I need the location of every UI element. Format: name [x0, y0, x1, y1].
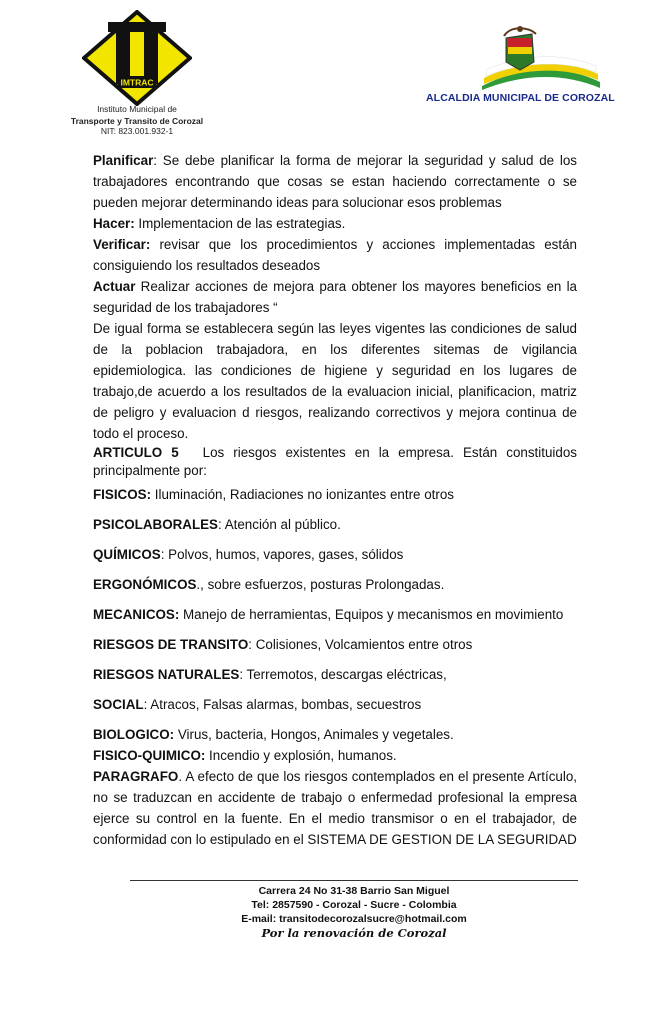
paragrafo-paragraph: PARAGRAFO. A efecto de que los riesgos contemplados en el presente Artículo, no se traduzcan en accidente de trabajo o enfermedad profesional la empresa ejerce su control en la fuente. En el medio transmisor o en el trabajador, de conformidad con lo estipulado en el SISTEMA DE GESTION DE LA SEGURIDAD	[93, 769, 577, 847]
imtrac-diamond-icon	[82, 10, 192, 106]
risk-item-ergonomicos: ERGONÓMICOS., sobre esfuerzos, posturas Prolongadas.	[93, 577, 445, 592]
planificar-paragraph: Planificar: Se debe planificar la forma de mejorar la seguridad y salud de los trabajadores encontrando que cosas se estan haciendo correctamente o se pueden mejorar determinando ideas para solucionar esos problemas	[93, 153, 577, 210]
hacer-paragraph: Hacer: Implementacion de las estrategias.	[93, 216, 346, 231]
svg-text:IMTRAC: IMTRAC	[120, 77, 154, 88]
footer-phone: Tel: 2857590 - Corozal - Sucre - Colombia	[251, 899, 457, 911]
risk-item-social: SOCIAL: Atracos, Falsas alarmas, bombas, secuestros	[93, 697, 422, 712]
footer-address: Carrera 24 No 31-38 Barrio San Miguel	[258, 885, 450, 897]
risk-item-quimicos: QUÍMICOS: Polvos, humos, vapores, gases, sólidos	[93, 547, 404, 562]
risk-item-naturales: RIESGOS NATURALES: Terremotos, descargas eléctricas,	[93, 667, 447, 682]
institute-name: Instituto Municipal de	[97, 104, 177, 114]
risk-item-mecanicos: MECANICOS: Manejo de herramientas, Equipos y mecanismos en movimiento	[93, 607, 564, 622]
footer-email: E-mail: transitodecorozalsucre@hotmail.com	[241, 913, 467, 925]
verificar-paragraph: Verificar: revisar que los procedimientos y acciones implementadas están consiguiendo los resultados deseados	[93, 237, 577, 273]
footer	[130, 884, 578, 940]
alcaldia-title: ALCALDIA MUNICIPAL DE COROZAL	[426, 92, 615, 104]
document-body	[93, 150, 577, 850]
institute-nit: NIT: 823.001.932-1	[100, 126, 174, 136]
actuar-paragraph: Actuar Realizar acciones de mejora para obtener los mayores beneficios en la seguridad de los trabajadores “	[93, 279, 577, 315]
risk-item-biologico: BIOLOGICO: Virus, bacteria, Hongos, Animales y vegetales.	[93, 727, 454, 742]
risk-item-transito: RIESGOS DE TRANSITO: Colisiones, Volcamientos entre otros	[93, 637, 473, 652]
footer-divider	[130, 880, 578, 881]
igual-forma-paragraph: De igual forma se establecera según las leyes vigentes las condiciones de salud de la poblacion trabajadora, en los diferentes sitemas de vigilancia epidemiologica. las condiciones de higiene y seguridad en los lugares de trabajo,de acuerdo a los resultados de la evaluacion inicial, planificacion, matriz de peligro y evaluacion d riesgos, realizando correctivos y mejora continua de todo el proceso.	[93, 321, 577, 441]
alcaldia-logo	[482, 24, 602, 95]
articulo-5-paragraph: ARTICULO 5 Los riesgos existentes en la empresa. Están constituidos principalmente por:	[93, 445, 577, 478]
risk-item-fisico-quimico: FISICO-QUIMICO: Incendio y explosión, humanos.	[93, 748, 397, 763]
risk-item-fisicos: FISICOS: Iluminación, Radiaciones no ionizantes entre otros	[93, 487, 454, 502]
institute-full-name: Transporte y Transito de Corozal	[70, 116, 204, 126]
risk-item-psicolaborales: PSICOLABORALES: Atención al público.	[93, 517, 341, 532]
coat-of-arms-icon	[482, 24, 602, 90]
footer-motto: Por la renovación de Corozal	[261, 926, 447, 940]
